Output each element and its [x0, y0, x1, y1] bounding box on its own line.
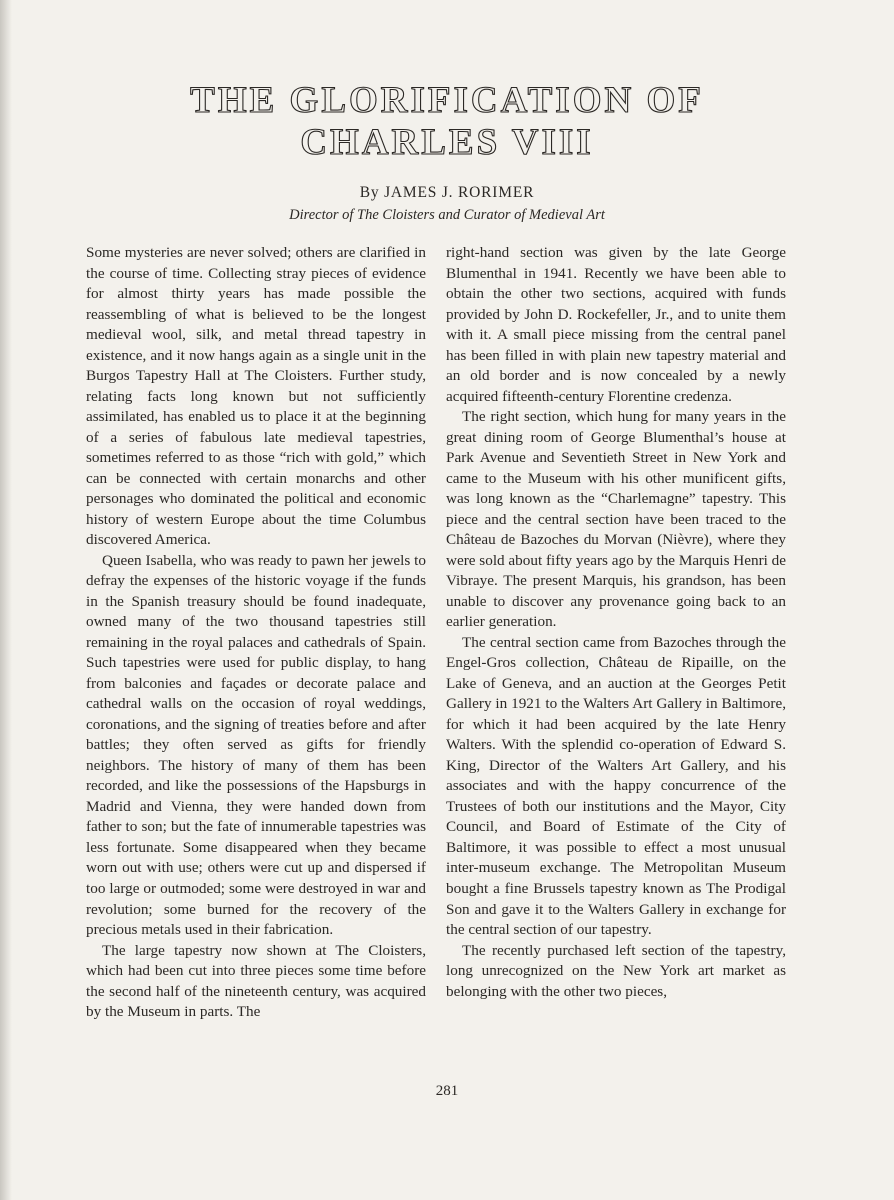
paragraph: right-hand section was given by the late George Blumenthal in 1941. Recently we have been able to obtain the other two sections, acquired with funds provided by John D. Rockefeller, Jr., and to unite them with it. A small piece missing from the central panel has been filled in with plain new tapestry material and an old border and is now concealed by a newly acquired fifteenth-century Florentine credenza. — [446, 244, 786, 405]
right-column — [446, 243, 786, 1002]
paragraph: The recently purchased left section of the tapestry, long unrecognized on the New York art market as belonging with the other two pieces, — [446, 941, 786, 1000]
article-title-line-2: CHARLES VIII — [300, 122, 594, 163]
author-byline: By JAMES J. RORIMER — [359, 184, 535, 201]
paragraph: The right section, which hung for many years in the great dining room of George Blumenthal’s house at Park Avenue and Seventieth Street in New York and came to the Museum with his other munificent gifts, was long known as the “Charlemagne” tapestry. This piece and the central section have been traced to the Château de Bazoches du Morvan (Nièvre), where they were sold about fifty years ago by the Marquis Henri de Vibraye. The present Marquis, his grandson, has been unable to discover any provenance going back to an earlier generation. — [446, 408, 786, 631]
page-number: 281 — [435, 1083, 459, 1099]
author-role: Director of The Cloisters and Curator of Medieval Art — [289, 207, 605, 223]
paragraph: The large tapestry now shown at The Cloisters, which had been cut into three pieces some time before the second half of the nineteenth century, was acquired by the Museum in parts. The — [86, 941, 426, 1021]
paragraph: The central section came from Bazoches through the Engel-Gros collection, Château de Ripaille, on the Lake of Geneva, and an auction at the Georges Petit Gallery in 1921 to the Walters Art Gallery in Baltimore, for which it had been acquired by the late Henry Walters. With the splendid co-operation of Edward S. King, Director of the Walters Art Gallery, and his associates and with the happy concurrence of the Trustees of both our institutions and the Mayor, City Council, and Board of Estimate of the City of Baltimore, it was possible to effect a most unusual inter-museum exchange. The Metropolitan Museum bought a fine Brussels tapestry known as The Prodigal Son and gave it to the Walters Gallery in exchange for the central section of our tapestry. — [446, 633, 786, 939]
paragraph: Queen Isabella, who was ready to pawn her jewels to defray the expenses of the historic voyage if the funds in the Spanish treasury should be found inadequate, owned many of the two thousand tapestries still remaining in the royal palaces and cathedrals of Spain. Such tapestries were used for public display, to hang from balconies and façades or decorate palace and cathedral walls on the occasion of royal weddings, coronations, and the signing of treaties before and after battles; they often served as gifts for friendly neighbors. The history of many of them has been recorded, and like the possessions of the Hapsburgs in Madrid and Vienna, they were handed down from father to son; but the fate of innumerable tapestries was less fortunate. Some disappeared when they became worn out with use; others were cut up and dispersed if too large or outmoded; some were destroyed in war and revolution; some burned for the recovery of the precious metals used in their fabrication. — [86, 551, 426, 939]
paragraph: Some mysteries are never solved; others are clarified in the course of time. Collecting stray pieces of evidence for almost thirty years has made possible the reassembling of what is believed to be the longest medieval wool, silk, and metal thread tapestry in existence, and it now hangs again as a single unit in the Burgos Tapestry Hall at The Cloisters. Further study, relating facts long known but not sufficiently assimilated, has enabled us to place it at the beginning of a series of fabulous late medieval tapestries, sometimes referred to as those “rich with gold,” which can be connected with certain monarchs and other personages who dominated the political and economic history of western Europe about the time Columbus discovered America. — [86, 244, 426, 549]
article-title-line-1: THE GLORIFICATION OF — [190, 80, 704, 121]
page-gutter-shadow — [0, 0, 12, 1200]
left-column — [86, 243, 426, 1023]
